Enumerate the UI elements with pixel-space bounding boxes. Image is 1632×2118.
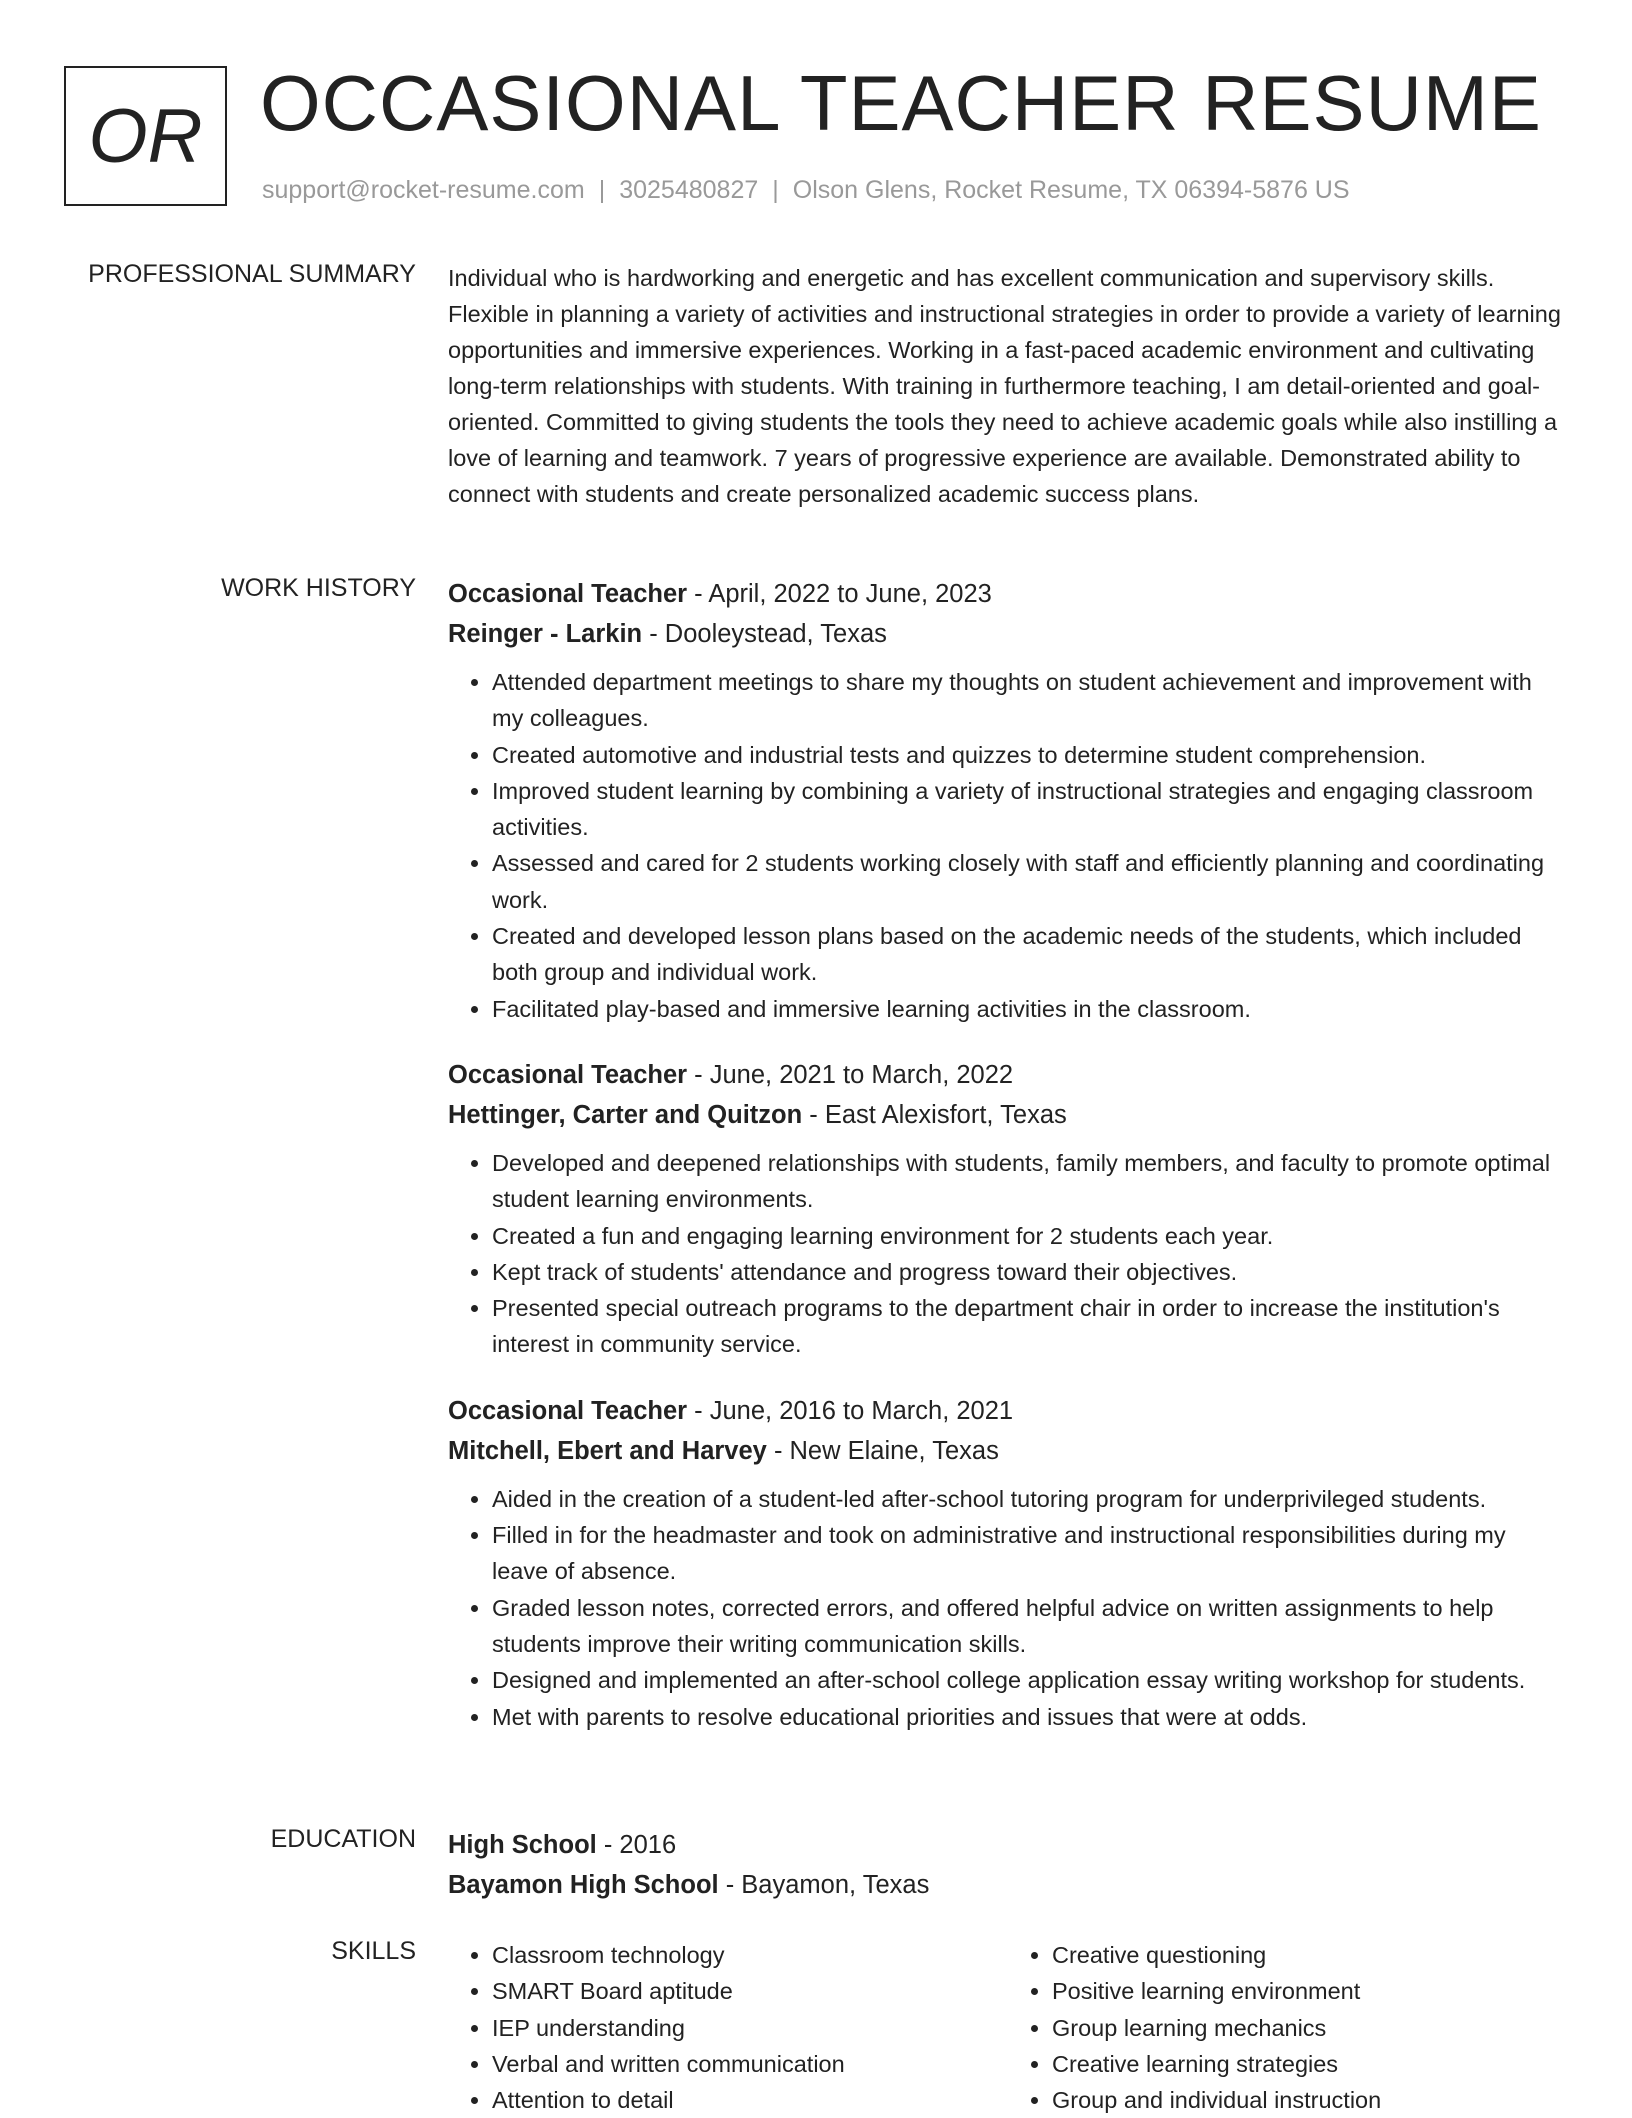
contact-address: Olson Glens, Rocket Resume, TX 06394-5876 US (792, 176, 1350, 204)
job-company: Reinger - Larkin (448, 620, 643, 648)
contact-email[interactable]: support@rocket-resume.com (262, 176, 585, 204)
job-bullets (448, 1481, 1568, 1735)
job-company-line (448, 614, 1568, 654)
job-company: Mitchell, Ebert and Harvey (448, 1436, 767, 1465)
work-history-heading: WORK HISTORY (221, 574, 416, 602)
job-location: - East Alexisfort, Texas (802, 1100, 1067, 1129)
list-item: • Designed and implemented an after-school college application essay writing workshop for students. (492, 1662, 1568, 1698)
contact-separator: | (598, 176, 606, 204)
contact-separator: | (772, 176, 779, 204)
skills-body (448, 1937, 1568, 2118)
skills-column-left (448, 1937, 1008, 2118)
education-body (448, 1825, 1568, 1905)
education-school: Bayamon High School (448, 1871, 719, 1899)
skill-item: • Classroom technology (492, 1937, 1008, 1973)
job-title: Occasional Teacher (448, 1060, 688, 1089)
summary-heading: PROFESSIONAL SUMMARY (88, 260, 416, 288)
list-item: • Filled in for the headmaster and took on administrative and instructional responsibilities during my leave of absence. (492, 1517, 1568, 1590)
education-year: - 2016 (596, 1831, 677, 1859)
job-dates: - June, 2021 to March, 2022 (687, 1060, 1014, 1089)
job-location: - Dooleystead, Texas (642, 620, 887, 648)
list-item: • Aided in the creation of a student-led after-school tutoring program for underprivileged students. (492, 1481, 1568, 1517)
education-degree: High School (448, 1831, 597, 1859)
list-item: • Facilitated play-based and immersive learning activities in the classroom. (492, 991, 1568, 1027)
job-bullets (448, 664, 1568, 1027)
list-item: • Graded lesson notes, corrected errors, and offered helpful advice on written assignments to help students improve their writing communication skills. (492, 1590, 1568, 1663)
list-item: • Met with parents to resolve educational priorities and issues that were at odds. (492, 1699, 1568, 1735)
skill-item: • Creative learning strategies (1052, 2046, 1568, 2082)
skill-item: • Creative questioning (1052, 1937, 1568, 1973)
skills-column-right (1008, 1937, 1568, 2118)
skill-item: • Group learning mechanics (1052, 2010, 1568, 2046)
list-item: • Assessed and cared for 2 students working closely with staff and efficiently planning and coordinating work. (492, 845, 1568, 918)
education-heading: EDUCATION (270, 1825, 416, 1853)
skill-item: • Positive learning environment (1052, 1973, 1568, 2009)
skill-item: • IEP understanding (492, 2010, 1008, 2046)
job-company: Hettinger, Carter and Quitzon (448, 1100, 803, 1129)
education-school-line (448, 1865, 1568, 1905)
job-title-line (448, 1055, 1568, 1095)
job-entry (448, 1391, 1568, 1735)
job-location: - New Elaine, Texas (766, 1436, 999, 1465)
job-title: Occasional Teacher (448, 1396, 688, 1425)
job-title-line (448, 574, 1568, 614)
job-company-line (448, 1095, 1568, 1135)
summary-text: Individual who is hardworking and energetic and has excellent communication and supervisory skills. Flexible in planning a variety of activities and instructional strategies in order to provide a variety of learning opportunities and immersive experiences. Working in a fast-paced academic environment and cultivating long-term relationships with students. With training in furthermore teaching, I am detail-oriented and goal-oriented. Committed to giving students the tools they need to achieve academic goals while also instilling a love of learning and teamwork. 7 years of progressive experience are available. Demonstrated ability to connect with students and create personalized academic success plans. (448, 265, 1561, 507)
list-item: • Attended department meetings to share my thoughts on student achievement and improvement with my colleagues. (492, 664, 1568, 737)
skills-heading: SKILLS (331, 1937, 416, 1965)
education-degree-line (448, 1825, 1568, 1865)
list-item: • Kept track of students' attendance and progress toward their objectives. (492, 1254, 1568, 1290)
list-item: • Improved student learning by combining a variety of instructional strategies and engaging classroom activities. (492, 773, 1568, 846)
skill-item: • Verbal and written communication (492, 2046, 1008, 2082)
job-entry (448, 574, 1568, 1027)
skill-item: • Group and individual instruction (1052, 2082, 1568, 2118)
job-dates: - April, 2022 to June, 2023 (687, 580, 992, 608)
education-location: - Bayamon, Texas (718, 1871, 930, 1899)
skill-item: • Attention to detail (492, 2082, 1008, 2118)
list-item: • Developed and deepened relationships with students, family members, and faculty to promote optimal student learning environments. (492, 1145, 1568, 1218)
list-item: • Created automotive and industrial tests and quizzes to determine student comprehension. (492, 737, 1568, 773)
job-entry (448, 1055, 1568, 1363)
monogram-logo: OR (64, 66, 227, 206)
work-history-body (448, 574, 1568, 1763)
job-company-line (448, 1431, 1568, 1471)
job-dates: - June, 2016 to March, 2021 (687, 1396, 1014, 1425)
resume-title: OCCASIONAL TEACHER RESUME (260, 59, 1542, 147)
job-title: Occasional Teacher (448, 580, 688, 608)
list-item: • Presented special outreach programs to the department chair in order to increase the institution's interest in community service. (492, 1290, 1568, 1363)
contact-line (262, 176, 1350, 205)
job-bullets (448, 1145, 1568, 1363)
list-item: • Created and developed lesson plans based on the academic needs of the students, which included both group and individual work. (492, 918, 1568, 991)
list-item: • Created a fun and engaging learning environment for 2 students each year. (492, 1218, 1568, 1254)
contact-phone[interactable]: 3025480827 (619, 176, 759, 204)
job-title-line (448, 1391, 1568, 1431)
summary-body (448, 260, 1568, 512)
skill-item: • SMART Board aptitude (492, 1973, 1008, 2009)
